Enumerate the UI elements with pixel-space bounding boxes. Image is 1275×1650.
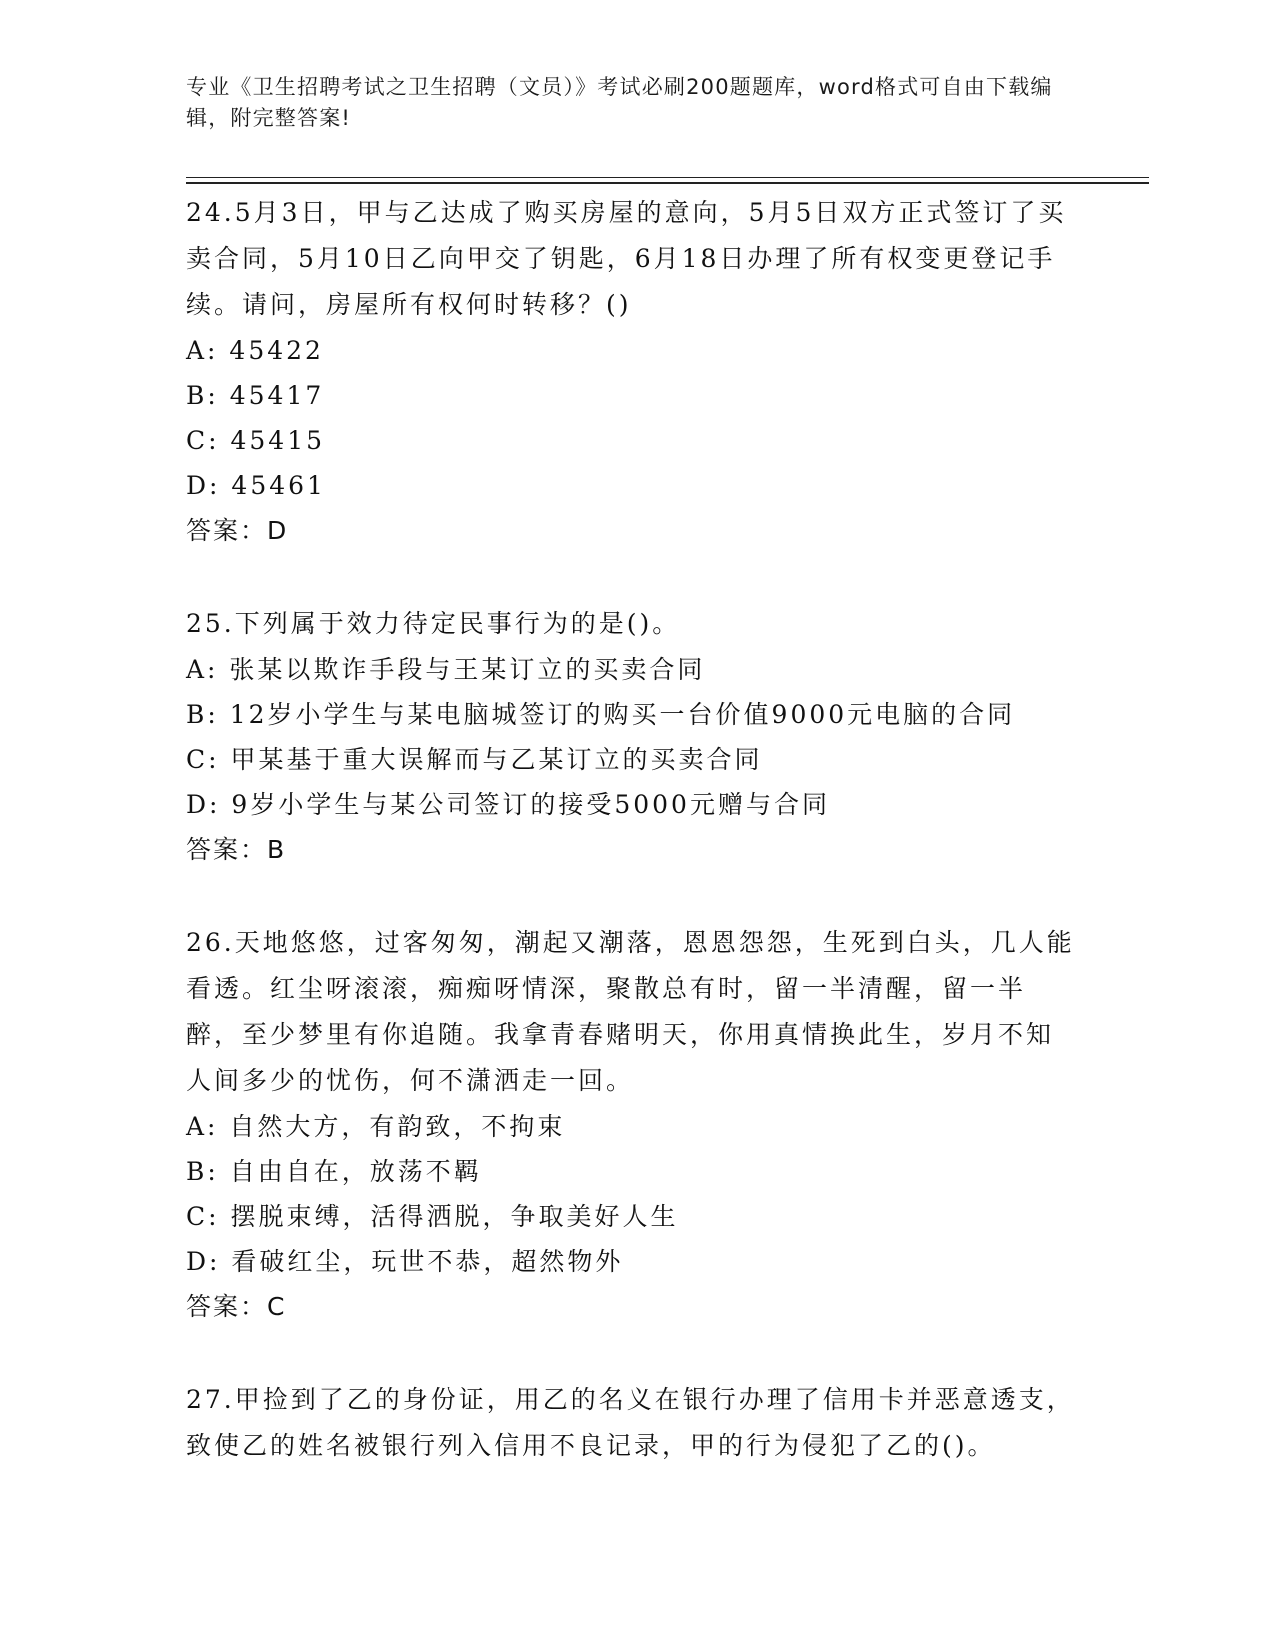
- question-stem: 26.天地悠悠，过客匆匆，潮起又潮落，恩恩怨怨，生死到白头，几人能看透。红尘呀滚滚，痴痴呀情深，聚散总有时，留一半清醒，留一半醉，至少梦里有你追随。我拿青春赌明天，你用真情换此生，岁月不知人间多少的忧伤，何不潇洒走一回。: [186, 928, 1075, 1095]
- option-c: C: 45415: [186, 426, 326, 455]
- question-26: [186, 920, 1076, 1329]
- option-d: D: 9岁小学生与某公司签订的接受5000元赠与合同: [186, 790, 830, 819]
- option-d: D: 45461: [186, 471, 326, 500]
- header-divider-thin: [186, 177, 1149, 178]
- question-27: [186, 1377, 1076, 1469]
- document-header: 专业《卫生招聘考试之卫生招聘（文员）》考试必刷200题题库，word格式可自由下载编辑，附完整答案!: [186, 75, 1053, 130]
- answer-line: 答案：B: [186, 835, 287, 864]
- option-d: D: 看破红尘，玩世不恭，超然物外: [186, 1247, 624, 1276]
- question-stem: 25.下列属于效力待定民事行为的是()。: [186, 609, 681, 638]
- option-b: B: 自由自在，放荡不羁: [186, 1157, 482, 1186]
- question-25: [186, 601, 1076, 872]
- header-divider-thick: [186, 182, 1149, 184]
- question-list: [186, 190, 1076, 1517]
- question-stem: 24.5月3日，甲与乙达成了购买房屋的意向，5月5日双方正式签订了买卖合同，5月10日乙向甲交了钥匙，6月18日办理了所有权变更登记手续。请问，房屋所有权何时转移？(): [186, 198, 1067, 319]
- answer-line: 答案：D: [186, 516, 289, 545]
- question-stem: 27.甲捡到了乙的身份证，用乙的名义在银行办理了信用卡并恶意透支，致使乙的姓名被银行列入信用不良记录，甲的行为侵犯了乙的()。: [186, 1385, 1075, 1460]
- option-a: A: 张某以欺诈手段与王某订立的买卖合同: [186, 655, 706, 684]
- option-c: C: 摆脱束缚，活得洒脱，争取美好人生: [186, 1202, 679, 1231]
- option-b: B: 12岁小学生与某电脑城签订的购买一台价值9000元电脑的合同: [186, 700, 1016, 729]
- answer-line: 答案：C: [186, 1292, 287, 1321]
- question-24: [186, 190, 1076, 553]
- option-a: A: 自然大方，有韵致，不拘束: [186, 1112, 566, 1141]
- option-b: B: 45417: [186, 381, 325, 410]
- option-a: A: 45422: [186, 336, 324, 365]
- option-c: C: 甲某基于重大误解而与乙某订立的买卖合同: [186, 745, 763, 774]
